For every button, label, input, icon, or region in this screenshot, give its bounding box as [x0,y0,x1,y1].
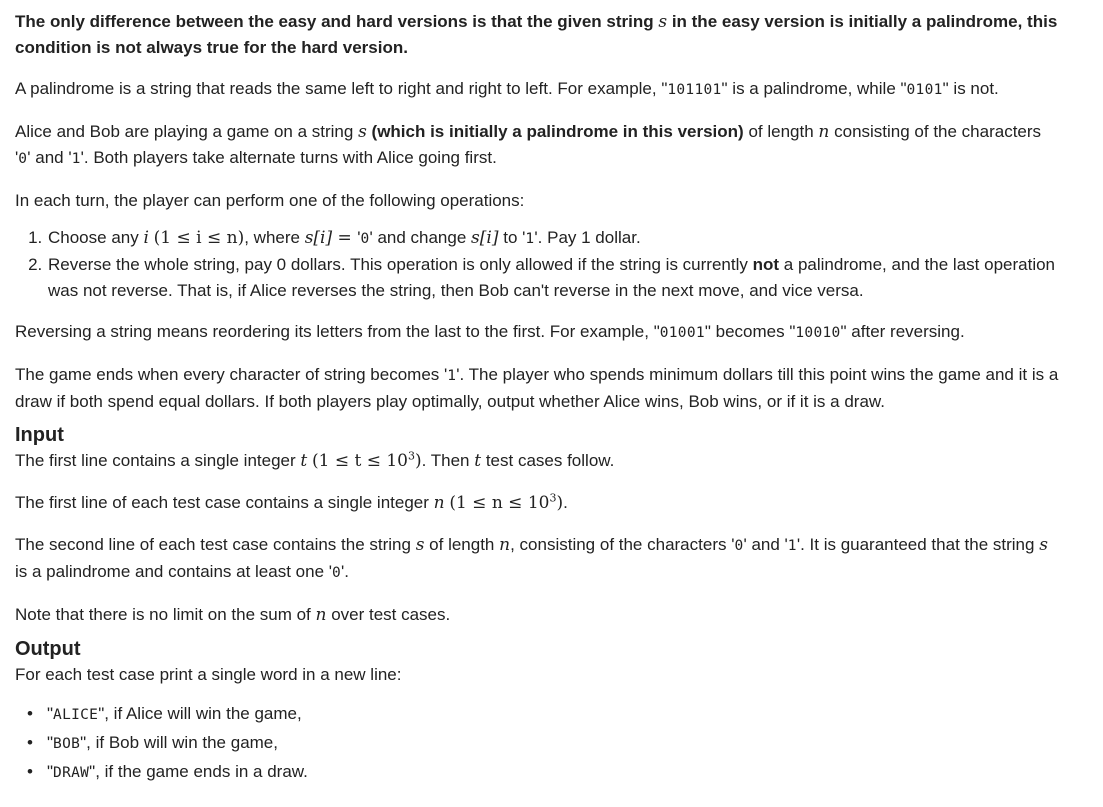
operation-item [47,252,1089,304]
op1-text: . Pay 1 dollar. [537,228,641,247]
output-item-text: ", if the game ends in a draw. [89,762,308,781]
p4-text: " after reversing. [840,322,965,341]
output-line: For each test case print a single word in a new line: [15,665,402,684]
output-item: • "DRAW", if the game ends in a draw. [47,758,1089,787]
var-t: t [474,451,482,471]
game-setup: Alice and Bob are playing a game on a string s (which is initially a palindrome in this version) of length n consisting of the characters '0' and '1'. Both players take alternate turns with Alice going first. [15,122,1042,167]
math-range-text: (1 ≤ t ≤ 10 [311,451,408,471]
input-text: The first line of each test case contains a single integer [15,493,429,512]
math-range [312,451,422,471]
var-s: s [658,12,668,32]
code-char: 1 [525,231,535,247]
math-range: (1 ≤ i ≤ n) [153,228,245,248]
input-text: . [563,493,568,512]
input-text: is a palindrome and contains at least one ' [15,562,332,581]
var-s: s [1039,535,1048,555]
math-exponent: 3 [407,449,415,463]
input-line-s [15,532,1089,586]
operations-list [15,225,1089,304]
bullet-icon: • [27,733,33,752]
code-char: 0 [734,538,744,554]
code-char: 0 [332,565,342,581]
op2-text: Reverse the whole string, pay 0 dollars. This operation is only allowed if the string is currently [48,255,748,274]
input-text: of length [429,535,495,554]
output-section [15,636,1089,787]
p4-text: " becomes " [704,322,796,341]
input-text: The second line of each test case contains the string [15,535,411,554]
turn-intro: In each turn, the player can perform one of the following operations: [15,191,525,210]
bullet-icon: • [27,762,33,781]
math-si: s[i] = [304,228,358,248]
output-list [15,700,1089,787]
math-range [449,493,563,513]
p2-text: . Both players take alternate turns with Alice going first. [83,148,497,167]
p2-text: Alice and Bob are playing a game on a string [15,122,354,141]
input-section [15,422,1089,628]
code-char: 1 [787,538,797,554]
code-char: 1 [71,151,81,167]
math-exponent: 3 [549,491,557,505]
input-text: over test cases. [331,605,451,624]
code-example: 10010 [795,325,841,341]
game-end-rule [15,362,1089,414]
p4-text: Reversing a string means reordering its letters from the last to the first. For example, " [15,322,660,341]
input-text: , consisting of the characters ' [510,535,735,554]
code-word: BOB [53,736,81,752]
output-item: • "BOB", if Bob will win the game, [47,729,1089,758]
input-line-t [15,448,1089,474]
output-item-text: ", if Alice will win the game, [98,704,302,723]
var-n: n [315,605,327,625]
input-line-n [15,490,1089,516]
code-char: 0 [18,151,28,167]
bullet-icon: • [27,704,33,723]
code-example: 101101 [667,82,722,98]
op1-text: to [503,228,518,247]
p2-bold: (which is initially a palindrome in this version) [371,122,744,141]
var-i: i [143,228,149,248]
output-item: • "ALICE", if Alice will win the game, [47,700,1089,729]
math-range-text: (1 ≤ n ≤ 10 [449,493,550,513]
output-item-text: ", if Bob will win the game, [80,733,278,752]
math-si: s[i] [471,228,499,248]
code-word: ALICE [53,707,99,723]
input-heading: Input [15,424,64,446]
input-text: ' and ' [743,535,788,554]
lead-paragraph [15,9,1089,60]
input-text: test cases follow. [485,451,615,470]
p2-text: consisting of the characters [834,122,1042,141]
code-word: DRAW [53,765,90,781]
code-example: 0101 [906,82,943,98]
p1-text: " is a palindrome, while " [721,79,907,98]
palindrome-definition [15,76,1089,103]
code-char: 0 [360,231,370,247]
math-close: ) [414,451,422,471]
input-text: '. [341,562,349,581]
p2-text: of length [748,122,814,141]
input-text: The first line contains a single integer [15,451,296,470]
lead-text-pre: The only difference between the easy and hard versions is that the given string [15,12,654,31]
input-text: '. It is guaranteed that the string [796,535,1035,554]
p2-text: and [35,148,64,167]
op1-text: and change [377,228,467,247]
var-n: n [818,122,830,142]
op2-text: a palindrome, and the last operation was not reverse. That is, if Alice reverses the string, then Bob can't reverse in the next move, and vice versa. [48,255,1056,300]
input-text: . Then [421,451,470,470]
p1-text: " is not. [942,79,999,98]
p1-text: A palindrome is a string that reads the same left to right and right to left. For example, " [15,79,668,98]
code-char: 1 [447,368,457,384]
input-note [15,602,1089,628]
output-heading: Output [15,638,81,660]
op2-bold: not [752,255,780,274]
op1-text: , where [244,228,300,247]
code-example: 01001 [659,325,705,341]
input-text: Note that there is no limit on the sum of [15,605,311,624]
lead-text-post: in the easy version is initially a palindrome, this condition is not always true for the hard version. [15,12,1058,57]
var-n: n [499,535,511,555]
var-t: t [300,451,308,471]
p5-text: '. The player who spends minimum dollars till this point wins the game and it is a draw if both spend equal dollars. If both players play optimally, output whether Alice wins, Bob wins, or if it is a draw. [15,365,1059,411]
var-s: s [358,122,367,142]
op1-text: Choose any [48,228,139,247]
math-close: ) [556,493,564,513]
var-n: n [433,493,445,513]
reverse-definition [15,319,1089,346]
var-s: s [415,535,425,555]
p5-text: The game ends when every character of string becomes ' [15,365,448,384]
operation-item: 1. Choose any i (1 ≤ i ≤ n), where s[i] = '0' and change s[i] to '1'. Pay 1 dollar. [47,225,1089,252]
